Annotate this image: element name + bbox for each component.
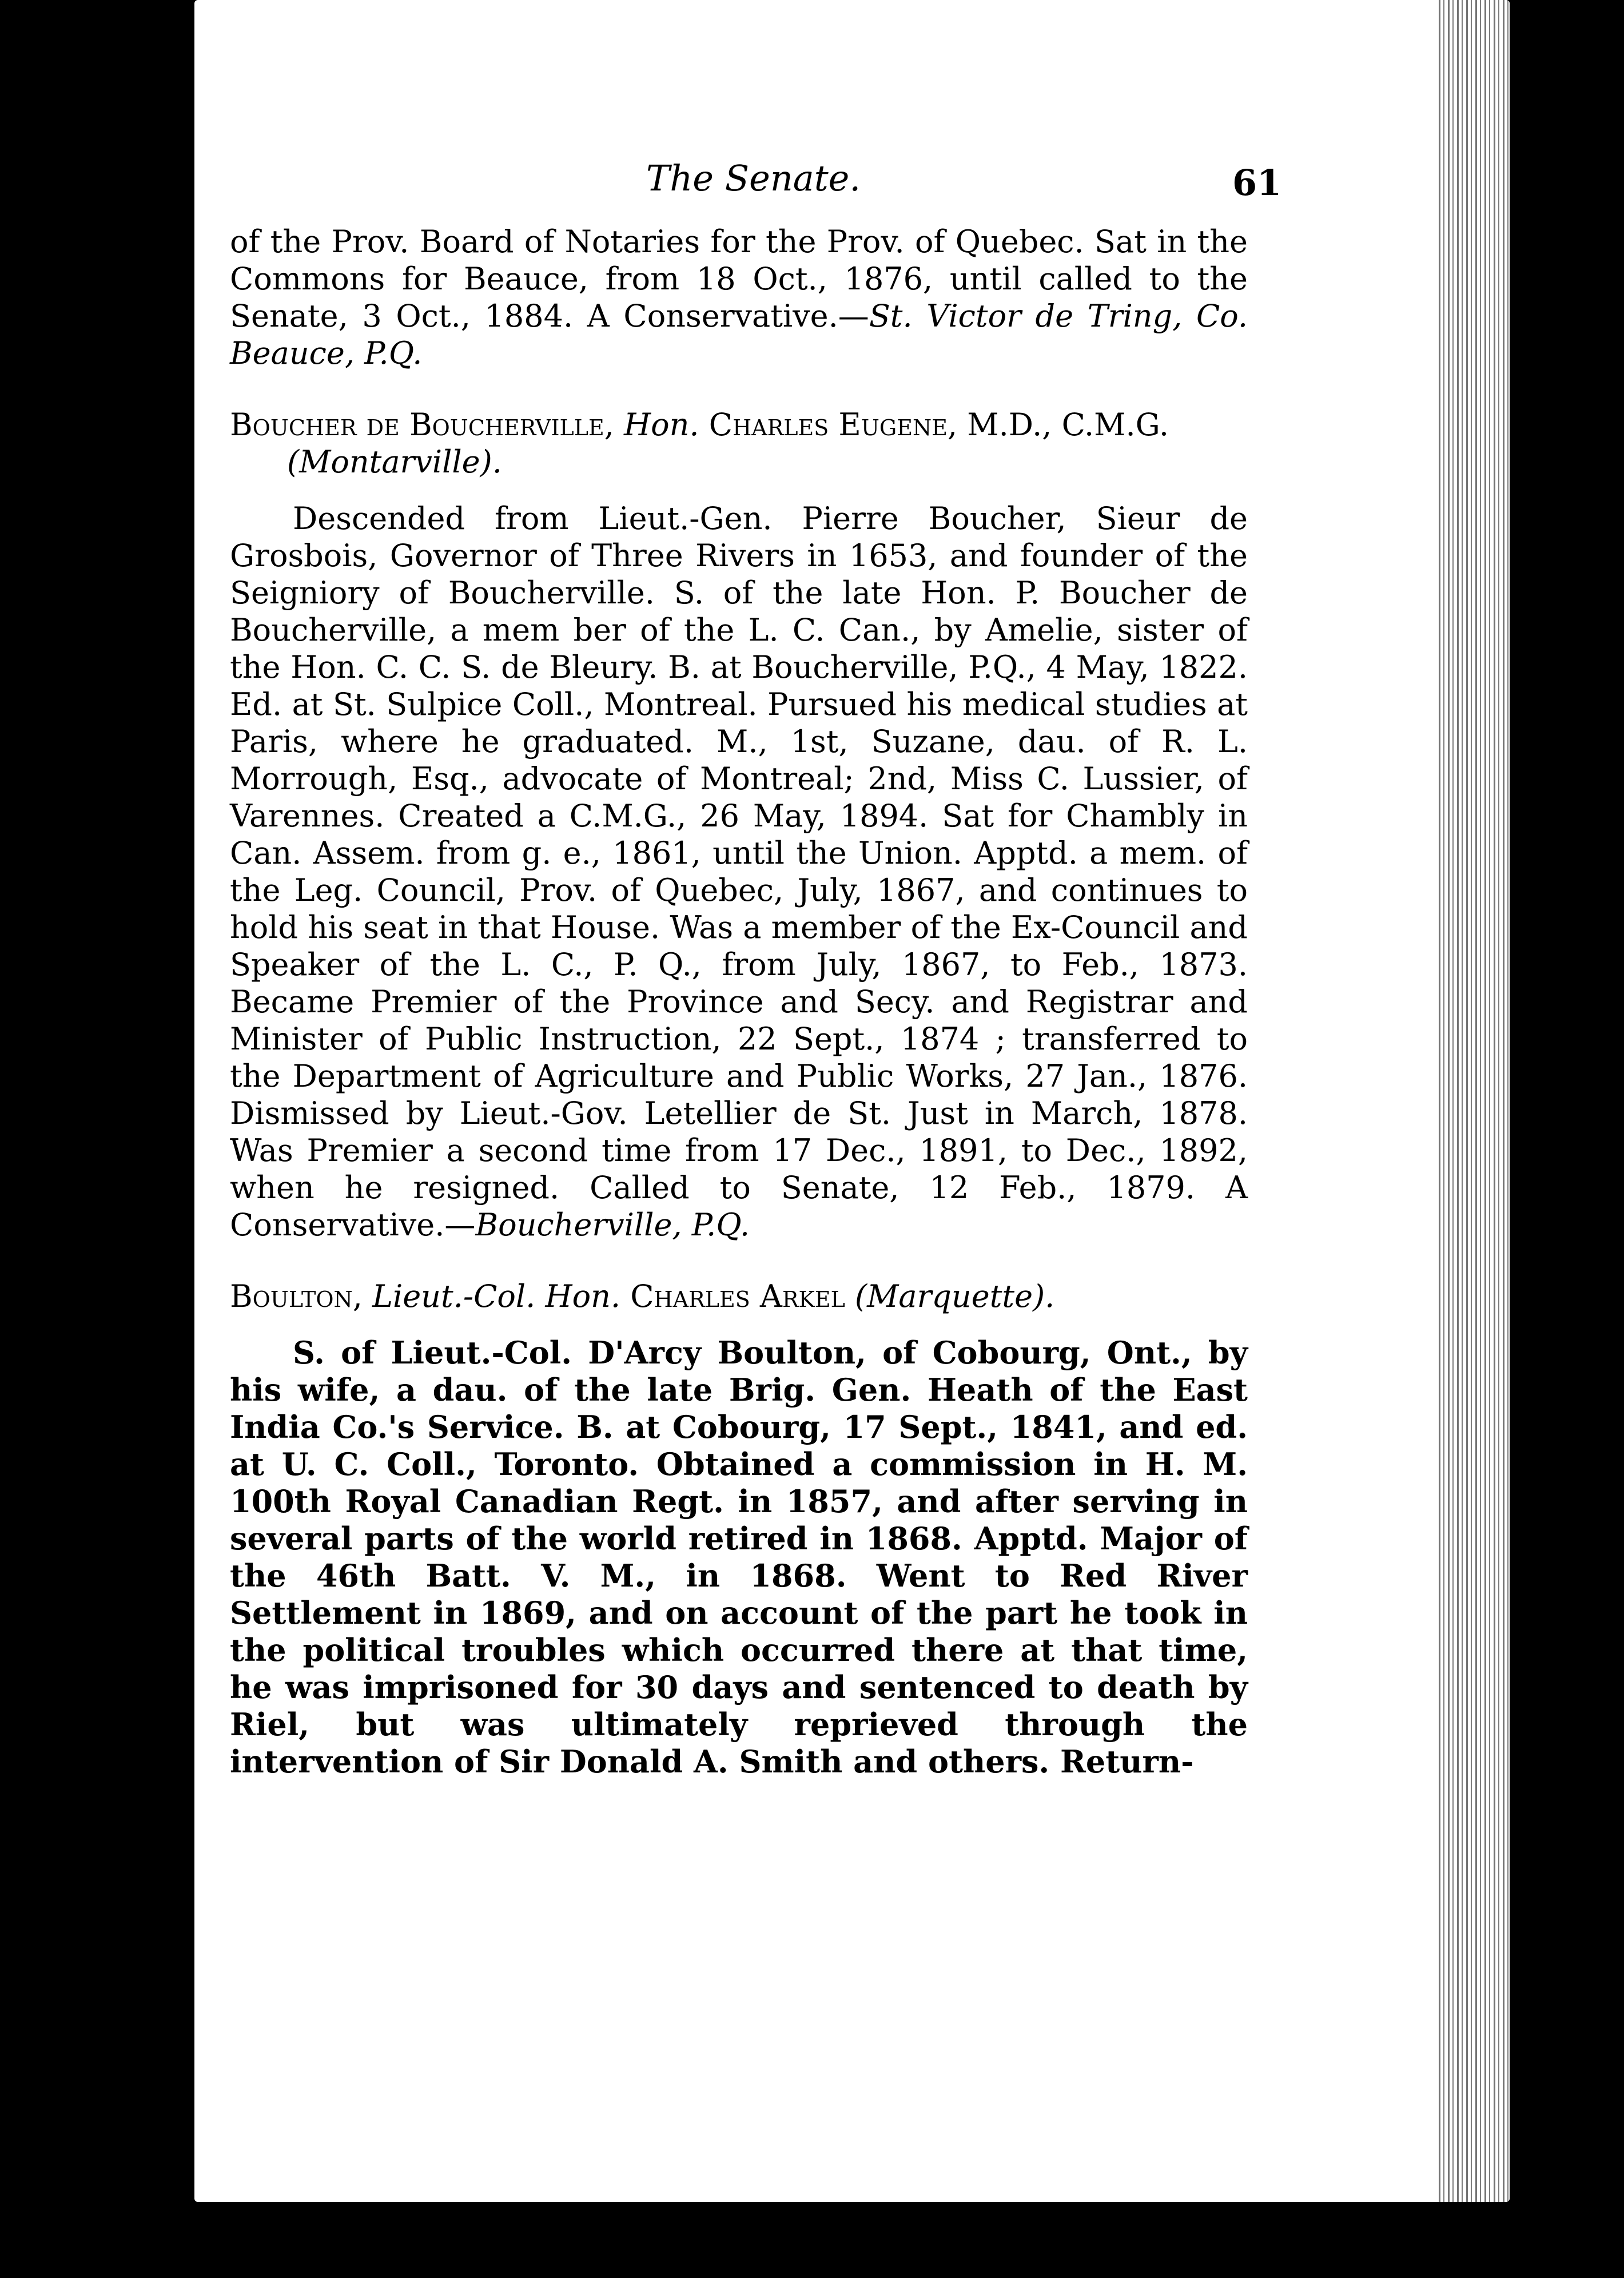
entry-body xyxy=(230,500,1248,1243)
entry-surname: Boucher de Boucherville, xyxy=(230,407,614,443)
running-title: The Senate. xyxy=(646,157,861,199)
entry-address: Boucherville, P.Q. xyxy=(475,1207,750,1243)
entry-given-names: Charles Eugene, xyxy=(708,407,958,443)
page-number: 61 xyxy=(1232,162,1282,204)
page-body xyxy=(230,223,1248,1780)
entry-surname: Boulton, xyxy=(230,1278,363,1314)
entry-division: (Montarville). xyxy=(287,444,502,480)
entry-body xyxy=(230,1334,1248,1780)
entry-division: (Marquette). xyxy=(855,1278,1055,1314)
book-page xyxy=(194,0,1510,2202)
scan-speck xyxy=(46,2122,54,2130)
entry-suffix: M.D., C.M.G. xyxy=(967,407,1169,443)
entry-given-names: Charles Arkel xyxy=(630,1278,845,1314)
continuation-address: St. Victor de Tring, Co. Beauce, P.Q. xyxy=(230,298,1248,371)
entry-heading xyxy=(230,1278,1248,1315)
continuation-text: of the Prov. Board of Notaries for the Prov. of Quebec. Sat in the Commons for Beauce, from 18 Oct., 1876, until called to the Senate, 3 Oct., 1884. A Conservative.— xyxy=(230,224,1248,334)
entry-body-text: S. of Lieut.-Col. D'Arcy Boulton, of Cobourg, Ont., by his wife, a dau. of the late Brig. Gen. Heath of the East India Co.'s Service. B. at Cobourg, 17 Sept., 1841, and ed. at U. C. Coll., Toronto. Obtained a commission in H. M. 100th Royal Canadian Regt. in 1857, and after serving in several parts of the world retired in 1868. Apptd. Major of the 46th Batt. V. M., in 1868. Went to Red River Settlement in 1869, and on account of the part he took in the political troubles which occurred there at that time, he was imprisoned for 30 days and sentenced to death by Riel, but was ultimately reprieved through the intervention of Sir Donald A. Smith and others. Return- xyxy=(230,1334,1248,1780)
continuation-paragraph xyxy=(230,223,1248,372)
entry-body-text: Descended from Lieut.-Gen. Pierre Boucher, Sieur de Grosbois, Governor of Three Rivers in 1653, and founder of the Seigniory of Boucherville. S. of the late Hon. P. Boucher de Boucherville, a mem ber of the L. C. Can., by Amelie, sister of the Hon. C. C. S. de Bleury. B. at Boucherville, P.Q., 4 May, 1822. Ed. at St. Sulpice Coll., Montreal. Pursued his medical studies at Paris, where he graduated. M., 1st, Suzane, dau. of R. L. Morrough, Esq., advocate of Montreal; 2nd, Miss C. Lussier, of Varennes. Created a C.M.G., 26 May, 1894. Sat for Chambly in Can. Assem. from g. e., 1861, until the Union. Apptd. a mem. of the Leg. Council, Prov. of Quebec, July, 1867, and continues to hold his seat in that House. Was a member of the Ex-Council and Speaker of the L. C., P. Q., from July, 1867, to Feb., 1873. Became Premier of the Province and Secy. and Registrar and Minister of Public Instruction, 22 Sept., 1874 ; transferred to the Department of Agriculture and Public Works, 27 Jan., 1876. Dismissed by Lieut.-Gov. Letellier de St. Just in March, 1878. Was Premier a second time from 17 Dec., 1891, to Dec., 1892, when he resigned. Called to Senate, 12 Feb., 1879. A Conservative.— xyxy=(230,500,1248,1243)
scan-speck xyxy=(13,798,19,809)
entry-heading xyxy=(230,406,1248,480)
entry-title: Hon. xyxy=(624,407,699,443)
entry-title: Lieut.-Col. Hon. xyxy=(372,1278,621,1314)
page-edge-shadow xyxy=(1435,0,1510,2202)
page-header xyxy=(194,157,1510,203)
